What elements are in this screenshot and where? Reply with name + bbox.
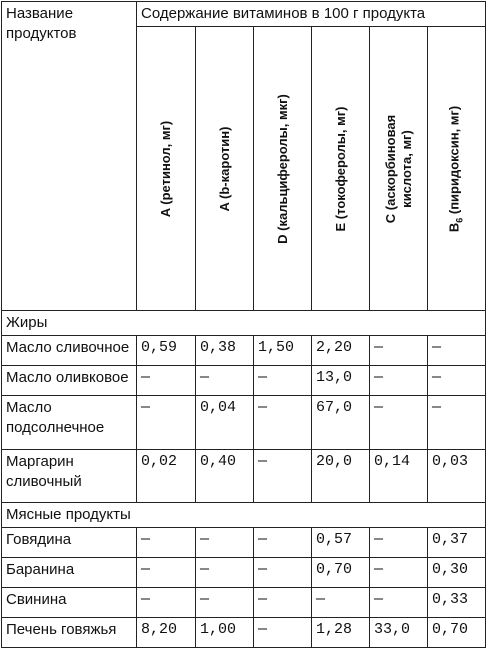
col-header-vitamin-e <box>312 27 370 311</box>
value-cell: 67,0 <box>312 395 370 449</box>
value-cell: 0,37 <box>428 528 486 558</box>
product-name: Маргарин сливочный <box>2 449 137 503</box>
col-header-label: D (кальциферолы, мкг) <box>274 93 290 244</box>
group-header: Содержание витаминов в 100 г продукта <box>137 2 486 27</box>
value-cell: 0,57 <box>312 528 370 558</box>
value-cell: — <box>254 395 312 449</box>
table-row <box>2 336 486 366</box>
value-cell: 1,28 <box>312 618 370 648</box>
value-cell: 0,70 <box>312 558 370 588</box>
col-header-suffix: (пиридоксин, мг) <box>446 105 462 218</box>
col-header-label: A (b-каротин) <box>216 126 232 211</box>
value-cell: 1,00 <box>196 618 254 648</box>
value-cell: 0,14 <box>370 449 428 503</box>
value-cell: — <box>254 365 312 395</box>
col-header-vitamin-a-retinol <box>137 27 196 311</box>
value-cell: 0,70 <box>428 618 486 648</box>
product-name: Масло подсолнечное <box>2 395 137 449</box>
value-cell: 13,0 <box>312 365 370 395</box>
value-cell: — <box>137 528 196 558</box>
section-title: Мясные продукты <box>2 503 486 528</box>
product-name: Баранина <box>2 558 137 588</box>
value-cell: 2,20 <box>312 336 370 366</box>
value-cell: 33,0 <box>370 618 428 648</box>
value-cell: 0,02 <box>137 449 196 503</box>
table-row <box>2 395 486 449</box>
value-cell: — <box>370 558 428 588</box>
value-cell: 0,59 <box>137 336 196 366</box>
section-title: Жиры <box>2 311 486 336</box>
col-header-label: E (токоферолы, мг) <box>332 106 348 231</box>
name-column-header: Название продуктов <box>2 2 137 311</box>
product-name: Масло сливочное <box>2 336 137 366</box>
col-header-label: A (ретинол, мг) <box>158 120 173 217</box>
col-header-subscript: 6 <box>453 217 464 223</box>
value-cell: — <box>370 528 428 558</box>
table-row <box>2 618 486 648</box>
value-cell: — <box>254 528 312 558</box>
value-cell: — <box>196 588 254 618</box>
table-body <box>2 311 486 648</box>
value-cell: — <box>196 558 254 588</box>
col-header-label <box>383 114 415 222</box>
product-name: Масло оливковое <box>2 365 137 395</box>
col-header-label-line1: C (аскорбиновая <box>382 114 398 223</box>
table-row <box>2 558 486 588</box>
value-cell: — <box>254 449 312 503</box>
value-cell: 0,30 <box>428 558 486 588</box>
value-cell: 20,0 <box>312 449 370 503</box>
product-name: Говядина <box>2 528 137 558</box>
value-cell: 0,33 <box>428 588 486 618</box>
value-cell: 0,04 <box>196 395 254 449</box>
value-cell: — <box>370 588 428 618</box>
col-header-prefix: B <box>446 222 462 232</box>
value-cell: — <box>196 528 254 558</box>
col-header-vitamin-a-carotene <box>196 27 254 311</box>
product-name: Печень говяжья <box>2 618 137 648</box>
table-row <box>2 528 486 558</box>
product-name: Свинина <box>2 588 137 618</box>
value-cell: — <box>370 336 428 366</box>
value-cell: — <box>428 336 486 366</box>
value-cell: — <box>196 365 254 395</box>
value-cell: 0,38 <box>196 336 254 366</box>
value-cell: — <box>137 558 196 588</box>
col-header-label-line2: кислота, мг) <box>398 129 414 208</box>
value-cell: — <box>428 365 486 395</box>
section-row <box>2 311 486 336</box>
table-row <box>2 588 486 618</box>
col-header-label <box>446 105 467 231</box>
value-cell: — <box>370 395 428 449</box>
header-row-1 <box>2 2 486 27</box>
value-cell: — <box>254 558 312 588</box>
col-header-vitamin-b6 <box>428 27 486 311</box>
table-row <box>2 449 486 503</box>
value-cell: — <box>428 395 486 449</box>
value-cell: 8,20 <box>137 618 196 648</box>
table-row <box>2 365 486 395</box>
vitamin-table <box>1 1 486 648</box>
section-row <box>2 503 486 528</box>
value-cell: — <box>137 588 196 618</box>
value-cell: — <box>370 365 428 395</box>
value-cell: — <box>137 395 196 449</box>
value-cell: — <box>254 618 312 648</box>
value-cell: — <box>137 365 196 395</box>
col-header-vitamin-c <box>370 27 428 311</box>
value-cell: — <box>312 588 370 618</box>
value-cell: 0,03 <box>428 449 486 503</box>
value-cell: 0,40 <box>196 449 254 503</box>
col-header-vitamin-d <box>254 27 312 311</box>
value-cell: 1,50 <box>254 336 312 366</box>
value-cell: — <box>254 588 312 618</box>
